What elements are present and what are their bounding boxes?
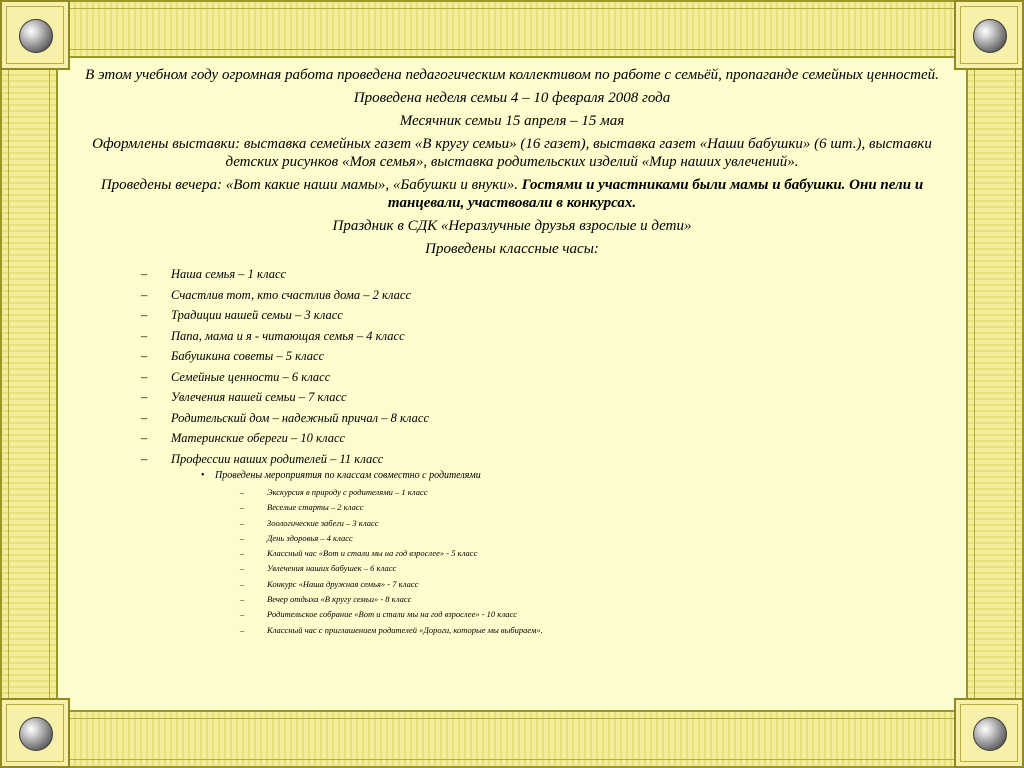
list-item: – Родительский дом – надежный причал – 8 класс xyxy=(141,410,430,425)
list-item: – Классный час «Вот и стали мы на год взрослее» - 5 класс xyxy=(240,548,478,559)
list-item: – Традиции нашей семьи – 3 класс xyxy=(141,308,343,322)
corner-knob-icon xyxy=(954,0,1024,70)
slide-content xyxy=(80,66,944,638)
list-item: – Семейные ценности – 6 класс xyxy=(141,369,331,384)
exhibitions-paragraph: Оформлены выставки: выставка семейных газет «В кругу семьи» (16 газет), выставка газет «Наши бабушки» (6 шт.), выставки детских рисунков «Моя семья», выставка родительских изделий «Мир наших увлечений». xyxy=(92,136,932,170)
list-item: – Счастлив тот, кто счастлив дома – 2 класс xyxy=(141,287,411,302)
family-month-paragraph: Месячник семьи 15 апреля – 15 мая xyxy=(399,113,625,129)
list-item: – Увлечения наших бабушек – 6 класс xyxy=(240,563,397,574)
list-item: – Бабушкина советы – 5 класс xyxy=(141,349,325,363)
list-item: – Увлечения нашей семьи – 7 класс xyxy=(141,390,347,404)
list-item: – Конкурс «Наша дружная семья» - 7 класс xyxy=(240,578,419,589)
class-hours-heading: Проведены классные часы: xyxy=(425,241,599,257)
family-week-paragraph: Проведена неделя семьи 4 – 10 февраля 2008 года xyxy=(353,90,671,106)
list-item: – Материнские обереги – 10 класс xyxy=(141,431,346,445)
list-item: – Профессии наших родителей – 11 класс xyxy=(141,451,384,466)
holiday-paragraph: Праздник в СДК «Неразлучные друзья взрослые и дети» xyxy=(332,218,692,234)
events-list xyxy=(80,485,944,638)
frame-bottom-bar xyxy=(0,710,1024,768)
corner-knob-icon xyxy=(0,698,70,768)
list-item: – Родительское собрание «Вот и стали мы на год взрослее» - 10 класс xyxy=(240,609,518,620)
frame-top-bar xyxy=(0,0,1024,58)
evenings-paragraph: Проведены вечера: «Вот какие наши мамы», «Бабушки и внуки». Гостями и участниками были мамы и бабушки. Они пели и танцевали, участвовали в конкурсах. xyxy=(100,177,924,211)
frame-right-bar xyxy=(966,0,1024,768)
corner-knob-icon xyxy=(954,698,1024,768)
frame-left-bar xyxy=(0,0,58,768)
list-item: – Веселые старты – 2 класс xyxy=(240,502,364,513)
intro-paragraph: В этом учебном году огромная работа проведена педагогическим коллективом по работе с семьёй, пропаганде семейных ценностей. xyxy=(85,67,939,83)
class-hours-list xyxy=(80,264,944,469)
list-item: – Зоологические забеги – 3 класс xyxy=(240,517,379,528)
list-item: – Наша семья – 1 класс xyxy=(141,267,287,281)
list-item: – Вечер отдыха «В кругу семьи» - 8 класс xyxy=(240,594,412,605)
corner-knob-icon xyxy=(0,0,70,70)
list-item: – Классный час с приглашением родителей «Дороги, которые мы выбираем». xyxy=(240,624,543,635)
bullet-icon: • xyxy=(201,470,205,481)
events-heading: • Проведены мероприятия по классам совместно с родителями xyxy=(201,470,481,481)
list-item: – Экскурсия в природу с родителями – 1 класс xyxy=(240,487,428,497)
list-item: – Папа, мама и я - читающая семья – 4 класс xyxy=(141,328,405,343)
list-item: – День здоровья – 4 класс xyxy=(240,532,353,543)
